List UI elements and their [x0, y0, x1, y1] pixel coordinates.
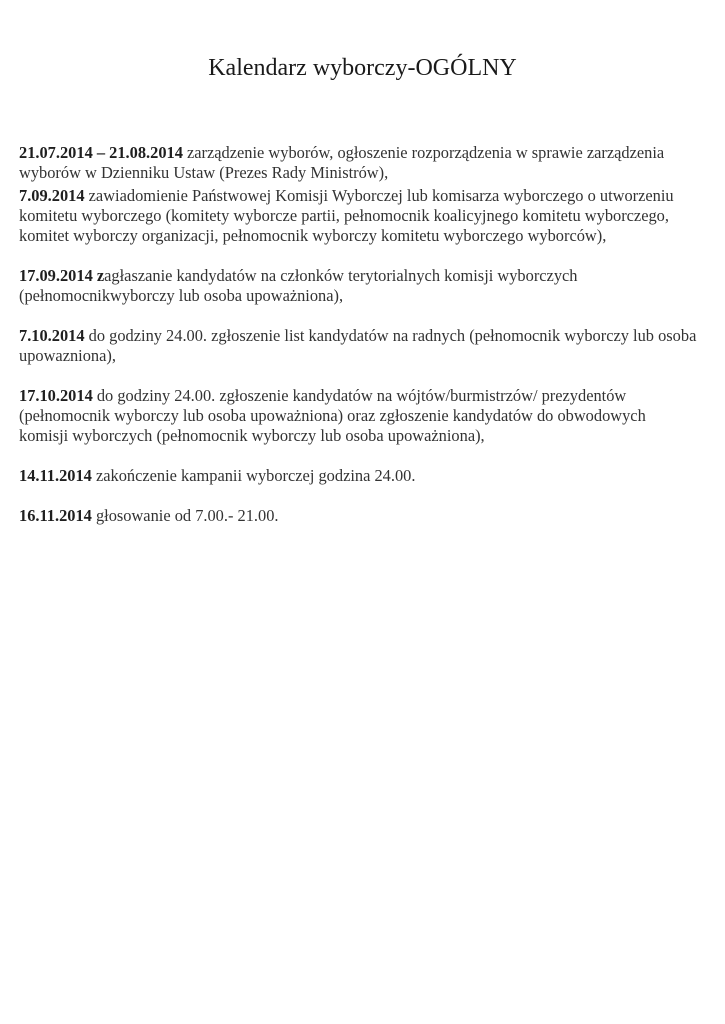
- calendar-entry: [19, 186, 699, 246]
- entry-text: głosowanie od 7.00.- 21.00.: [91, 506, 279, 525]
- entry-date: 21.07.2014 – 21.08.2014: [19, 143, 183, 162]
- entry-date: 16.11.2014: [19, 506, 92, 525]
- entry-date: 7.10.2014: [19, 326, 85, 345]
- document-title: Kalendarz wyborczy-OGÓLNY: [208, 55, 517, 81]
- entry-text: agłaszanie kandydatów na członków terytorialnych komisji wyborczych (pełnomocnikwyborczy lub osoba upoważniona),: [19, 266, 578, 305]
- entry-date: 17.10.2014: [19, 386, 93, 405]
- entry-text: zakończenie kampanii wyborczej godzina 24.00.: [91, 466, 416, 485]
- calendar-entry: [19, 386, 699, 446]
- entry-date: 7.09.2014: [19, 186, 85, 205]
- calendar-entry: [19, 466, 699, 486]
- entry-date: 14.11.2014: [19, 466, 92, 485]
- entry-text: do godziny 24.00. zgłoszenie kandydatów na wójtów/burmistrzów/ prezydentów (pełnomocnik wyborczy lub osoba upoważniona) oraz zgłoszenie kandydatów do obwodowych komisji wyborczych (pełnomocnik wyborczy lub osoba upoważniona),: [19, 386, 646, 445]
- calendar-entry: [19, 326, 699, 366]
- entry-text: zarządzenie wyborów, ogłoszenie rozporządzenia w sprawie zarządzenia wyborów w Dzienniku Ustaw (Prezes Rady Ministrów),: [19, 143, 665, 182]
- calendar-entry: [19, 143, 699, 183]
- entry-date: 17.09.2014 z: [19, 266, 105, 285]
- entry-text: zawiadomienie Państwowej Komisji Wyborczej lub komisarza wyborczego o utworzeniu komitetu wyborczego (komitety wyborcze partii, pełnomocnik koalicyjnego komitetu wyborczego, komitet wyborczy organizacji, pełnomocnik wyborczy komitetu wyborczego wyborców),: [19, 186, 674, 245]
- entry-text: do godziny 24.00. zgłoszenie list kandydatów na radnych (pełnomocnik wyborczy lub osoba upowazniona),: [19, 326, 697, 365]
- calendar-entries: [19, 143, 699, 526]
- calendar-entry: [19, 506, 699, 526]
- calendar-entry: [19, 266, 699, 306]
